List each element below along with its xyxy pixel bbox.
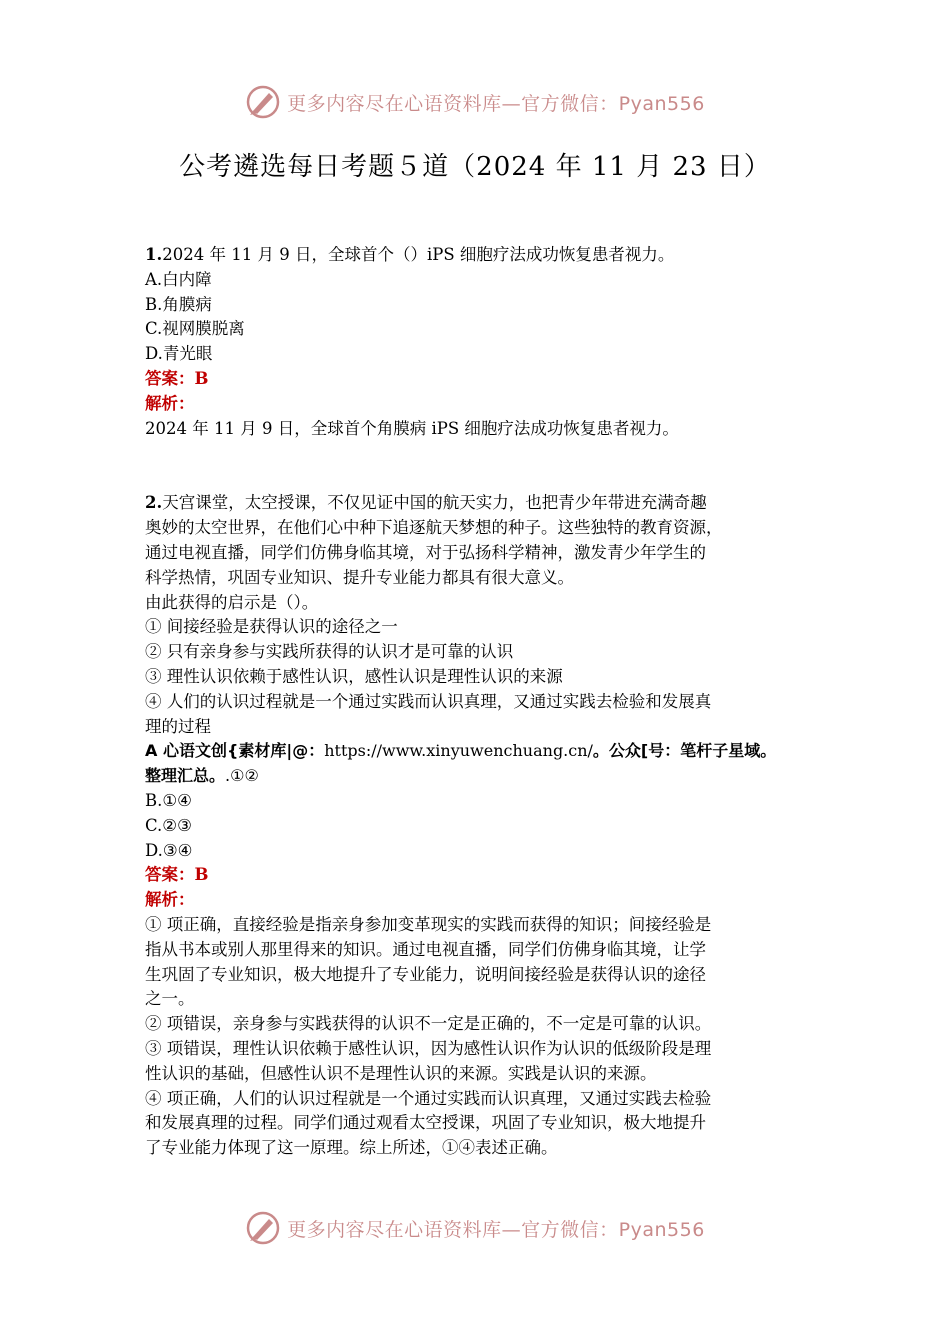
option: B.角膜病	[145, 294, 212, 314]
analysis-text: ② 项错误，亲身参与实践获得的认识不一定是正确的，不一定是可靠的认识。	[145, 1014, 712, 1034]
option: B.①④	[145, 790, 192, 810]
question-stem-line: 通过电视直播，同学们仿佛身临其境，对于弘扬科学精神，激发青少年学生的	[145, 542, 706, 562]
question-stem-line: 科学热情，巩固专业知识、提升专业能力都具有很大意义。	[145, 567, 574, 587]
footer-banner	[0, 1206, 950, 1250]
question-1	[145, 243, 810, 441]
option: D.③④	[145, 840, 193, 860]
answer-label: 答案：B	[145, 865, 209, 885]
option: A.白内障	[145, 269, 212, 289]
banner-text: 更多内容尽在心语资料库—官方微信：Pyan556	[287, 92, 705, 115]
option: D.青光眼	[145, 344, 213, 364]
statement-2: ② 只有亲身参与实践所获得的认识才是可靠的认识	[145, 642, 514, 662]
analysis-text: 性认识的基础，但感性认识不是理性认识的来源。实践是认识的来源。	[145, 1063, 657, 1083]
statement-4-cont: 理的过程	[145, 716, 211, 736]
question-stem-line: 奥妙的太空世界，在他们心中种下追逐航天梦想的种子。这些独特的教育资源，	[145, 518, 723, 538]
analysis-text: 指从书本或别人那里得来的知识。通过电视直播，同学们仿佛身临其境，让学	[145, 939, 706, 959]
statement-3: ③ 理性认识依赖于感性认识，感性认识是理性认识的来源	[145, 666, 563, 686]
option: C.视网膜脱离	[145, 319, 245, 339]
analysis-text: 和发展真理的过程。同学们通过观看太空授课，巩固了专业知识，极大地提升	[145, 1113, 706, 1133]
page-title: 公考遴选每日考题５道（2024 年 11 月 23 日）	[179, 152, 771, 182]
question-stem: 2.天宫课堂，太空授课，不仅见证中国的航天实力，也把青少年带进充满奇趣	[145, 493, 707, 513]
banner-text: 更多内容尽在心语资料库—官方微信：Pyan556	[287, 1218, 705, 1241]
question-stem: 1.2024 年 11 月 9 日，全球首个（）iPS 细胞疗法成功恢复患者视力。	[145, 245, 675, 264]
header-banner	[0, 80, 950, 124]
question-stem-line: 由此获得的启示是（）。	[145, 592, 319, 612]
analysis-label: 解析：	[145, 890, 195, 910]
analysis-text: 生巩固了专业知识，极大地提升了专业能力，说明间接经验是获得认识的途径	[145, 964, 706, 984]
questions-body	[145, 243, 810, 1161]
option-a-cont: 整理汇总。.①②	[145, 766, 259, 786]
analysis-text: 了专业能力体现了这一原理。综上所述，①④表述正确。	[145, 1138, 558, 1158]
pen-logo-icon	[245, 84, 281, 120]
analysis-text: 之一。	[145, 989, 195, 1009]
analysis-text: ③ 项错误，理性认识依赖于感性认识，因为感性认识作为认识的低级阶段是理	[145, 1038, 712, 1058]
statement-4: ④ 人们的认识过程就是一个通过实践而认识真理，又通过实践去检验和发展真	[145, 691, 712, 711]
statement-1: ① 间接经验是获得认识的途径之一	[145, 617, 398, 637]
question-2	[145, 491, 810, 1161]
analysis-text: ① 项正确，直接经验是指亲身参加变革现实的实践而获得的知识；间接经验是	[145, 914, 712, 934]
analysis-text: 2024 年 11 月 9 日，全球首个角膜病 iPS 细胞疗法成功恢复患者视力。	[145, 418, 679, 438]
analysis-text: ④ 项正确，人们的认识过程就是一个通过实践而认识真理，又通过实践去检验	[145, 1088, 712, 1108]
answer-label: 答案：B	[145, 368, 209, 388]
pen-logo-icon	[245, 1210, 281, 1246]
option-a: A 心语文创{素材库|@：https://www.xinyuwenchuang.cn/。公众[号：笔杆子星域。	[145, 741, 777, 761]
option: C.②③	[145, 815, 192, 835]
analysis-label: 解析：	[145, 393, 195, 413]
